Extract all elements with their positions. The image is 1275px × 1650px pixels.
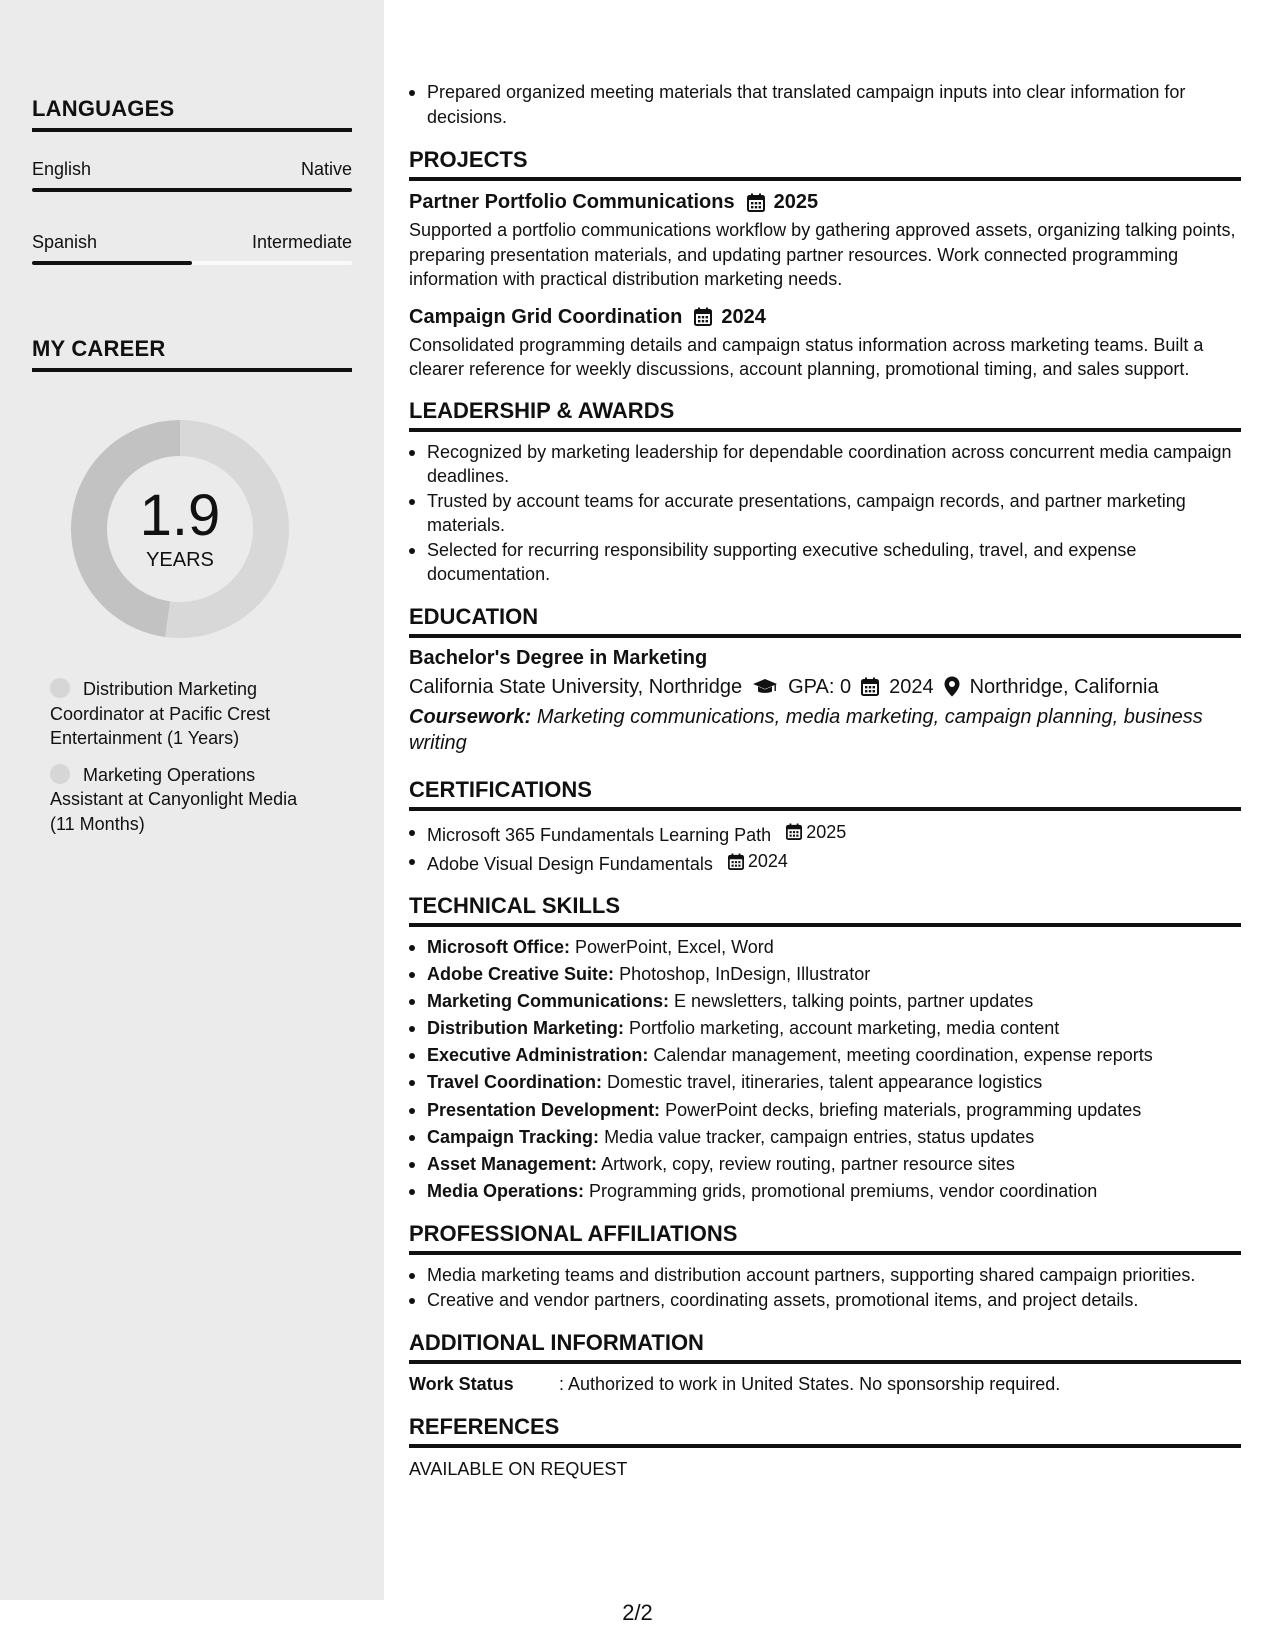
affiliations-section bbox=[409, 1220, 1241, 1312]
list-item bbox=[409, 1179, 1241, 1204]
project-title: Partner Portfolio Communications bbox=[409, 191, 735, 213]
list-item bbox=[409, 1016, 1241, 1041]
skill-value: PowerPoint, Excel, Word bbox=[575, 937, 774, 957]
calendar-icon bbox=[694, 307, 712, 326]
project-description: Consolidated programming details and campaign status information across marketing teams. Built a clearer reference for weekly discussions, account planning, promotional timing, and sales support. bbox=[409, 334, 1204, 379]
education-details bbox=[409, 673, 1241, 701]
affiliations-list bbox=[409, 1263, 1241, 1312]
work-status-value: : Authorized to work in United States. No sponsorship required. bbox=[559, 1374, 1061, 1395]
skill-label: Distribution Marketing: bbox=[427, 1018, 624, 1039]
career-total-value: 1.9 bbox=[139, 483, 221, 548]
skill-label: Campaign Tracking: bbox=[427, 1126, 600, 1147]
language-bar bbox=[32, 261, 352, 265]
references-section bbox=[409, 1413, 1241, 1482]
career-heading: MY CAREER bbox=[32, 336, 352, 372]
skill-value: Media value tracker, campaign entries, status updates bbox=[604, 1126, 1035, 1147]
list-item bbox=[409, 989, 1241, 1014]
list-item bbox=[409, 1070, 1241, 1095]
leadership-heading: LEADERSHIP & AWARDS bbox=[409, 397, 1241, 432]
language-name: English bbox=[32, 159, 92, 179]
education-gpa: GPA: 0 bbox=[788, 675, 852, 698]
certification-name: Microsoft 365 Fundamentals Learning Path bbox=[427, 824, 772, 845]
skill-label: Microsoft Office: bbox=[427, 937, 571, 957]
career-list bbox=[50, 677, 320, 848]
career-item-label: Distribution Marketing Coordinator at Pacific Crest Entertainment (1 Years) bbox=[50, 679, 271, 748]
language-bar-fill bbox=[32, 188, 352, 192]
work-status-label: Work Status bbox=[409, 1374, 514, 1395]
skill-value: Programming grids, promotional premiums, vendor coordination bbox=[589, 1180, 1098, 1201]
list-item: Recognized by marketing leadership for dependable coordination across concurrent media campaign deadlines. bbox=[409, 440, 1241, 489]
list-item: Trusted by account teams for accurate presentations, campaign records, and partner marketing materials. bbox=[409, 489, 1241, 538]
skill-label: Marketing Communications: bbox=[427, 991, 670, 1012]
career-item bbox=[50, 677, 320, 751]
calendar-icon bbox=[728, 853, 744, 870]
skills-heading: TECHNICAL SKILLS bbox=[409, 892, 1241, 927]
career-donut-chart bbox=[66, 415, 294, 643]
certification-date bbox=[776, 820, 846, 845]
career-dot-icon bbox=[50, 764, 70, 784]
career-total-unit: YEARS bbox=[146, 549, 214, 571]
certification-name: Adobe Visual Design Fundamentals bbox=[427, 853, 713, 874]
graduation-cap-icon bbox=[752, 678, 778, 696]
experience-carryover-list bbox=[409, 80, 1241, 129]
references-heading: REFERENCES bbox=[409, 1413, 1241, 1448]
skill-value: E newsletters, talking points, partner updates bbox=[674, 991, 1034, 1012]
project-year: 2025 bbox=[773, 191, 819, 213]
location-pin-icon bbox=[944, 676, 960, 697]
list-item bbox=[409, 1043, 1241, 1068]
skill-value: Artwork, copy, review routing, partner resource sites bbox=[601, 1153, 1015, 1174]
list-item bbox=[409, 849, 1241, 876]
certification-year: 2025 bbox=[806, 821, 847, 842]
page-number: 2/2 bbox=[622, 1600, 653, 1625]
project-title-row bbox=[409, 189, 1241, 215]
project-title: Campaign Grid Coordination bbox=[409, 305, 683, 328]
list-item: Selected for recurring responsibility supporting executive scheduling, travel, and expense documentation. bbox=[409, 538, 1241, 587]
leadership-list bbox=[409, 440, 1241, 587]
coursework bbox=[409, 704, 1241, 756]
project-year: 2024 bbox=[721, 305, 766, 328]
education-location: Northridge, California bbox=[969, 675, 1159, 698]
list-item bbox=[409, 1125, 1241, 1150]
career-item bbox=[50, 763, 320, 837]
language-bar bbox=[32, 188, 352, 192]
list-item bbox=[409, 962, 1241, 987]
leadership-section bbox=[409, 397, 1241, 587]
career-section bbox=[32, 336, 352, 372]
list-item: Media marketing teams and distribution account partners, supporting shared campaign priorities. bbox=[409, 1263, 1241, 1288]
skill-label: Adobe Creative Suite: bbox=[427, 964, 615, 985]
skill-label: Asset Management: bbox=[427, 1153, 598, 1174]
references-text: AVAILABLE ON REQUEST bbox=[409, 1459, 628, 1480]
certification-year: 2024 bbox=[747, 850, 788, 871]
skill-label: Media Operations: bbox=[427, 1180, 585, 1201]
education-year: 2024 bbox=[889, 675, 934, 698]
list-item bbox=[409, 1098, 1241, 1123]
skill-value: PowerPoint decks, briefing materials, programming updates bbox=[665, 1099, 1142, 1120]
project-description: Supported a portfolio communications workflow by gathering approved assets, organizing talking points, preparing presentation materials, and updating partner resources. Work connected programming information with practical distribution marketing needs. bbox=[409, 220, 1236, 289]
language-row-english bbox=[32, 158, 352, 180]
languages-heading: LANGUAGES bbox=[32, 96, 352, 132]
list-item bbox=[409, 1152, 1241, 1177]
language-bar-fill bbox=[32, 261, 192, 265]
list-item bbox=[409, 820, 1241, 847]
work-status-row bbox=[409, 1372, 1241, 1396]
list-item: Prepared organized meeting materials that translated campaign inputs into clear information for decisions. bbox=[409, 80, 1241, 129]
career-dot-icon bbox=[50, 678, 70, 698]
projects-section bbox=[409, 146, 1241, 382]
list-item bbox=[409, 935, 1241, 960]
skill-label: Executive Administration: bbox=[427, 1045, 649, 1066]
calendar-icon bbox=[747, 193, 765, 212]
degree-title: Bachelor's Degree in Marketing bbox=[409, 646, 708, 669]
education-section bbox=[409, 603, 1241, 756]
skill-label: Presentation Development: bbox=[427, 1099, 661, 1120]
project-title-row bbox=[409, 304, 1241, 330]
main-content bbox=[409, 80, 1241, 1482]
coursework-label: Coursework: bbox=[409, 705, 532, 728]
certifications-section bbox=[409, 776, 1241, 877]
language-name: Spanish bbox=[32, 232, 98, 252]
affiliations-heading: PROFESSIONAL AFFILIATIONS bbox=[409, 1220, 1241, 1255]
calendar-icon bbox=[786, 823, 802, 840]
skills-list bbox=[409, 935, 1241, 1203]
calendar-icon bbox=[861, 677, 879, 696]
languages-section bbox=[32, 96, 352, 265]
certifications-heading: CERTIFICATIONS bbox=[409, 776, 1241, 811]
skill-value: Photoshop, InDesign, Illustrator bbox=[619, 964, 871, 985]
language-row-spanish bbox=[32, 231, 352, 253]
coursework-text: Marketing communications, media marketing, campaign planning, business writing bbox=[409, 705, 1203, 754]
language-level: Native bbox=[300, 159, 352, 179]
skill-value: Domestic travel, itineraries, talent appearance logistics bbox=[607, 1072, 1043, 1093]
list-item: Creative and vendor partners, coordinating assets, promotional items, and project details. bbox=[409, 1288, 1241, 1313]
additional-info-section bbox=[409, 1329, 1241, 1396]
projects-heading: PROJECTS bbox=[409, 146, 1241, 181]
skill-label: Travel Coordination: bbox=[427, 1072, 603, 1093]
additional-info-heading: ADDITIONAL INFORMATION bbox=[409, 1329, 1241, 1364]
education-heading: EDUCATION bbox=[409, 603, 1241, 638]
language-level: Intermediate bbox=[251, 232, 352, 252]
certifications-list bbox=[409, 820, 1241, 877]
career-item-label: Marketing Operations Assistant at Canyonlight Media (11 Months) bbox=[50, 764, 298, 834]
skill-value: Calendar management, meeting coordination, expense reports bbox=[653, 1045, 1153, 1066]
skills-section bbox=[409, 892, 1241, 1203]
sidebar bbox=[0, 0, 384, 1600]
skill-value: Portfolio marketing, account marketing, media content bbox=[629, 1018, 1060, 1039]
school-name: California State University, Northridge bbox=[409, 675, 743, 698]
certification-date bbox=[718, 849, 788, 874]
